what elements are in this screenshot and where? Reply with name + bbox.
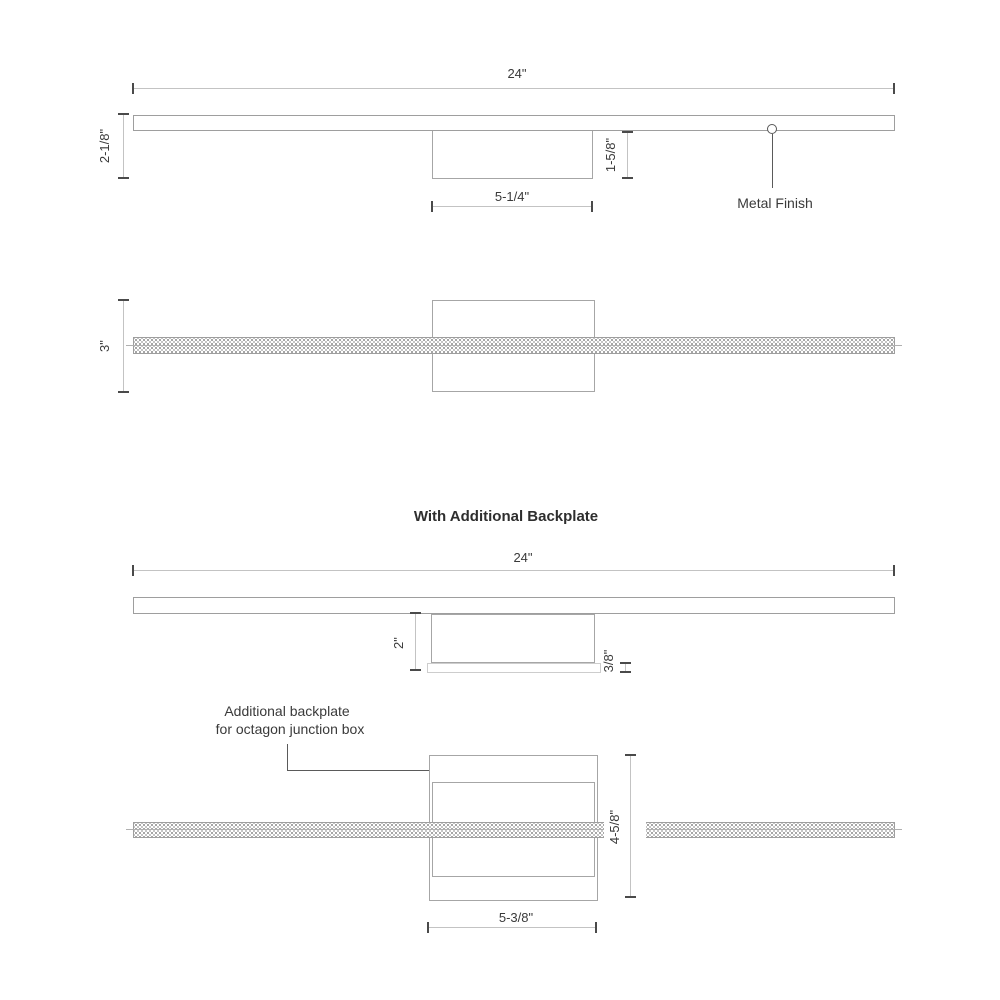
dim-label-overall-width: 24" [507,66,527,81]
dim-tick [622,177,633,179]
dim-line-fixture-height [123,114,124,178]
finish-callout-circle-icon [767,124,777,134]
dim-tick [410,612,421,614]
dim-tick [410,669,421,671]
dim-tick [132,565,134,576]
dim-line-backplate-depth [415,613,416,671]
dim-label-backplate-height: 1-5/8" [603,137,618,173]
finish-callout-leader [772,134,773,188]
additional-backplate-strip [427,663,601,673]
dim-line-overall-width [133,570,895,571]
dim-tick [427,922,429,933]
fixture-bar-hatched [133,822,895,838]
dim-tick [118,299,129,301]
dim-tick [595,922,597,933]
section-heading: With Additional Backplate [413,508,599,525]
dim-tick [620,671,631,673]
dim-line-overall-width [133,88,895,89]
backplate-callout-line1: Additional backplate [224,703,350,719]
backplate-outline [431,614,595,663]
fixture-bar [133,115,895,131]
dim-label-plate-thickness: 3/8" [601,649,616,673]
backplate-callout-leader-horizontal [287,770,442,771]
dim-label-plate-width: 5-3/8" [498,910,534,925]
dim-tick [625,896,636,898]
bar-centerline [126,345,902,346]
dim-label-overall-width: 24" [513,550,533,565]
dim-label-fixture-height: 2-1/8" [97,128,112,164]
dim-line-plate-height [630,755,631,898]
bar-centerline [126,829,902,830]
fixture-bar [133,597,895,614]
dim-tick [431,201,433,212]
dim-line-plate-width [428,927,597,928]
dim-line-backplate-height [627,132,628,178]
dim-tick [893,83,895,94]
dim-line-backplate-width [432,206,593,207]
dim-label-fixture-depth: 3" [97,340,112,352]
dim-tick [893,565,895,576]
backplate-callout-leader-vertical [287,744,288,771]
dim-tick [132,83,134,94]
dim-label-plate-height: 4-5/8" [608,797,622,857]
dim-tick [625,754,636,756]
dim-tick [620,662,631,664]
dim-label-backplate-width: 5-1/4" [494,189,530,204]
dim-line-fixture-depth [123,300,124,392]
dim-tick [118,177,129,179]
backplate-outline [432,130,593,179]
dim-tick [118,113,129,115]
dim-label-backplate-depth: 2" [391,637,406,649]
dim-tick [591,201,593,212]
finish-callout-label: Metal Finish [737,195,813,211]
dim-tick [118,391,129,393]
backplate-callout-line2: for octagon junction box [215,721,365,737]
dim-tick [622,131,633,133]
